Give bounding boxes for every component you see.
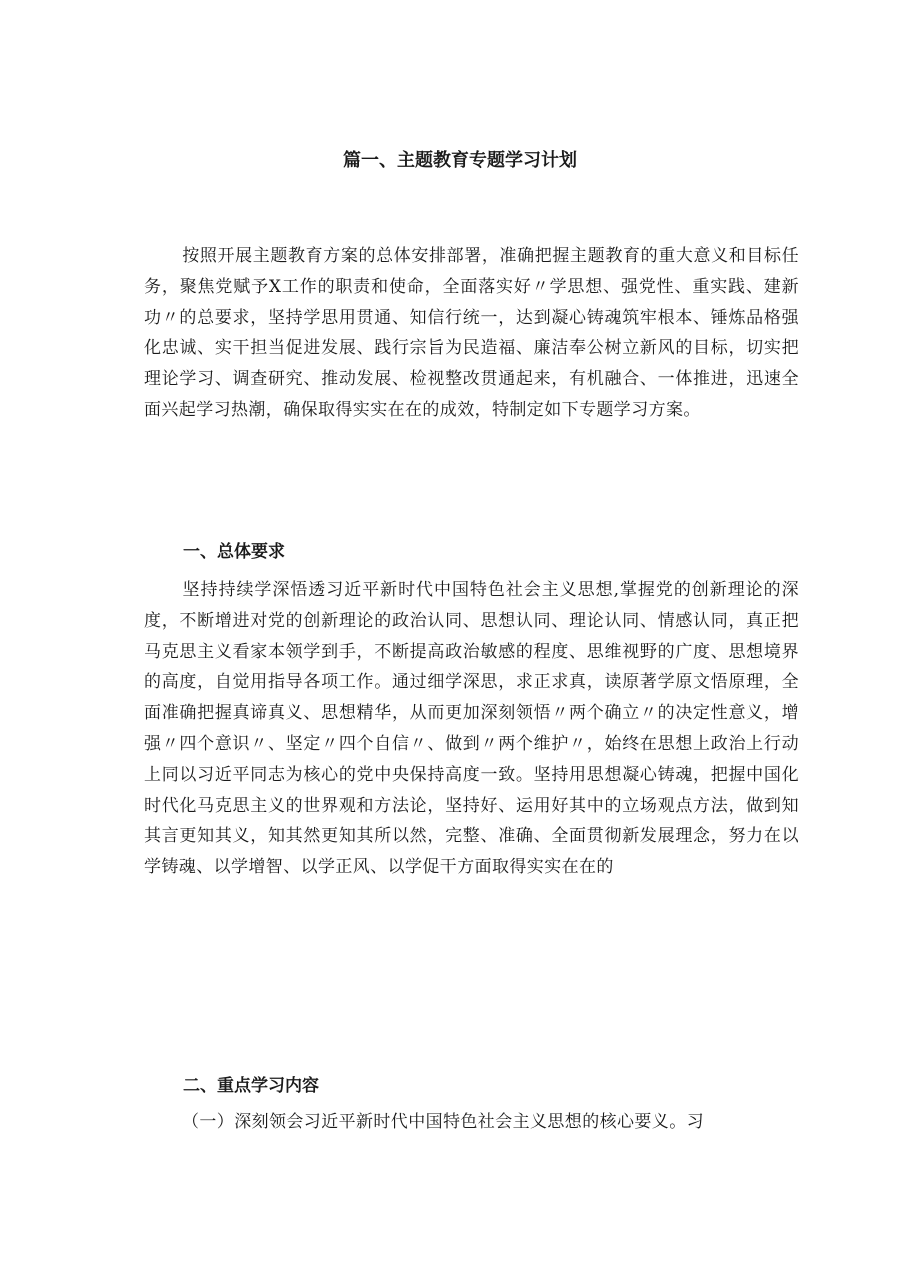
page-title: 篇一、主题教育专题学习计划	[343, 150, 577, 171]
intro-text: 按照开展主题教育方案的总体安排部署，准确把握主题教育的重大意义和目标任务，聚焦党赋予X工作的职责和使命，全面落实好〃学思想、强党性、重实践、建新功〃的总要求，坚持学思用贯通、知信行统一，达到凝心铸魂筑牢根本、锤炼品格强化忠诚、实干担当促进发展、践行宗旨为民造福、廉洁奉公树立新风的目标，切实把理论学习、调查研究、推动发展、检视整改贯通起来，有机融合、一体推进，迅速全面兴起学习热潮，确保取得实实在在的成效，特制定如下专题学习方案。	[144, 246, 799, 420]
section-2-heading: 二、重点学习内容	[183, 1076, 319, 1096]
section-2-item-1-text: （一）深刻领会习近平新时代中国特色社会主义思想的核心要义。习	[182, 1112, 704, 1132]
section-1-paragraph	[144, 575, 799, 883]
section-2-item-1	[144, 1107, 799, 1138]
section-1-text: 坚持持续学深悟透习近平新时代中国特色社会主义思想,掌握党的创新理论的深度，不断增进对党的创新理论的政治认同、思想认同、理论认同、情感认同，真正把马克思主义看家本领学到手，不断提高政治敏感的程度、思维视野的广度、思想境界的高度，自觉用指导各项工作。通过细学深思，求正求真，读原著学原文悟原理，全面准确把握真谛真义、思想精华，从而更加深刻领悟〃两个确立〃的决定性意义，增强〃四个意识〃、坚定〃四个自信〃、做到〃两个维护〃，始终在思想上政治上行动上同以习近平同志为核心的党中央保持高度一致。坚持用思想凝心铸魂，把握中国化时代化马克思主义的世界观和方法论，坚持好、运用好其中的立场观点方法，做到知其言更知其义，知其然更知其所以然，完整、准确、全面贯彻新发展理念，努力在以学铸魂、以学增智、以学正风、以学促干方面取得实实在在的	[144, 580, 799, 878]
intro-paragraph	[144, 241, 799, 426]
section-1-heading: 一、总体要求	[183, 542, 285, 562]
